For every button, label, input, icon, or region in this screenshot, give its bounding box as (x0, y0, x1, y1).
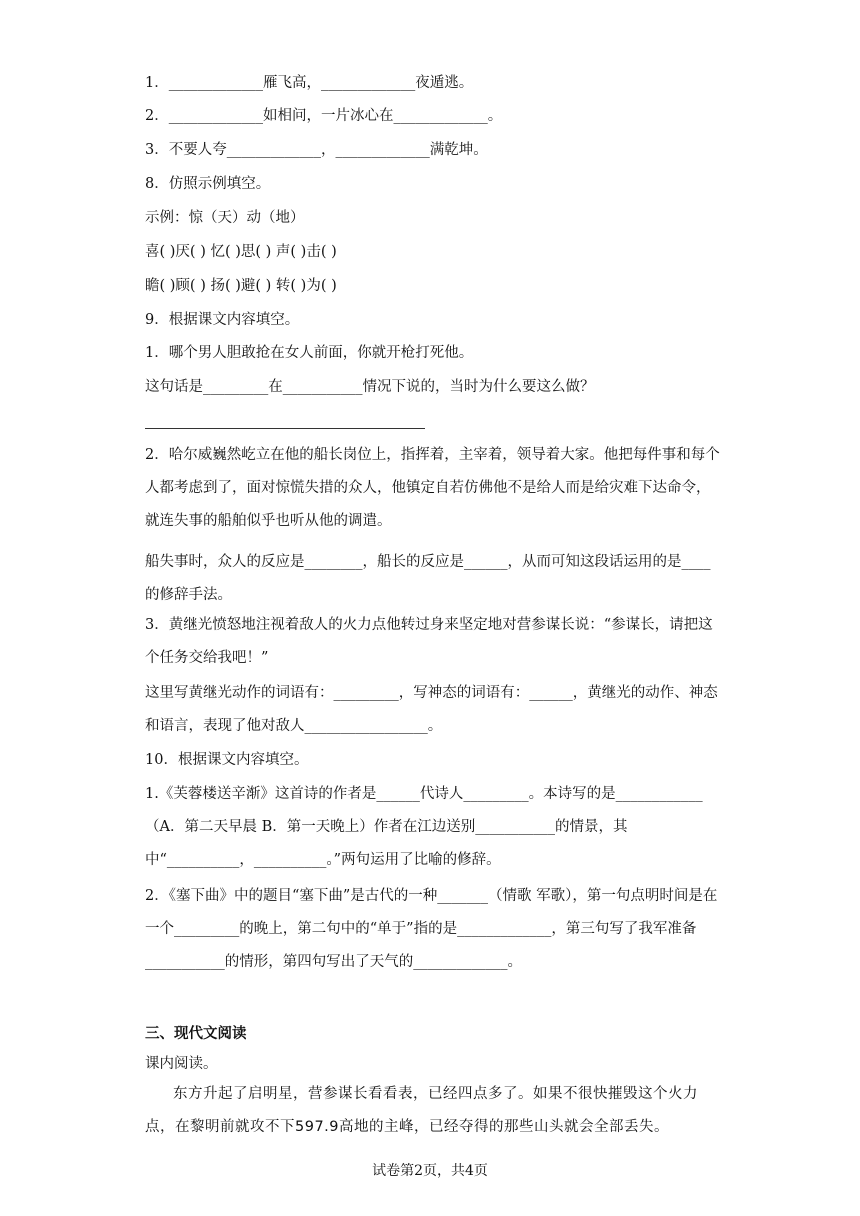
section-3-subheading: 课内阅读。 (145, 1056, 218, 1072)
poem-fill-3: 3．不要人夸_____________，_____________满乾坤。 (145, 142, 488, 158)
question-9-2-ask: 船失事时，众人的反应是________，船长的反应是______，从而可知这段话运用的是____的修辞手法。 (145, 554, 711, 603)
question-8-title: 8．仿照示例填空。 (145, 176, 271, 192)
poem-fill-1: 1．_____________雁飞高，_____________夜遁逃。 (145, 75, 474, 91)
question-9-title: 9．根据课文内容填空。 (145, 312, 300, 328)
section-3-heading: 三、现代文阅读 (145, 1025, 247, 1042)
question-8-row-2: 瞻( )顾( ) 扬( )避( ) 转( )为( ) (145, 278, 337, 294)
question-9-2-passage: 2．哈尔威巍然屹立在他的船长岗位上，指挥着，主宰着，领导着大家。他把每件事和每个人都考虑到了，面对惊慌失措的众人，他镇定自若仿佛他不是给人而是给灾难下达命令，就连失事的船舶似乎也听从他的调遣。 (145, 447, 720, 529)
page-footer: 试卷第2页，共4页 (372, 1163, 488, 1179)
question-8-row-1: 喜( )厌( ) 忆( )思( ) 声( )击( ) (145, 244, 337, 260)
reading-passage: 东方升起了启明星，营参谋长看看表，已经四点多了。如果不很快摧毁这个火力点，在黎明前就攻不下597.9高地的主峰，已经夺得的那些山头就会全部丢失。 (145, 1086, 698, 1135)
answer-line (145, 428, 425, 429)
question-9-3-passage: 3．黄继光愤怒地注视着敌人的火力点他转过身来坚定地对营参谋长说：“参谋长，请把这个任务交给我吧！” (145, 617, 713, 666)
question-9-1-ask: 这句话是_________在___________情况下说的，当时为什么要这么做？ (145, 379, 595, 395)
question-9-3-ask: 这里写黄继光动作的词语有：_________，写神态的词语有：______，黄继光的动作、神态和语言，表现了他对敌人_________________。 (145, 685, 718, 734)
question-10-1: 1.《芙蓉楼送辛渐》这首诗的作者是______代诗人_________。本诗写的是____________（A．第二天早晨 B．第一天晚上）作者在江边送别___________的情景，其中“__________，__________。”两句运用了比喻的修辞。 (145, 786, 703, 868)
question-10-title: 10．根据课文内容填空。 (145, 752, 309, 768)
poem-fill-2: 2．_____________如相问，一片冰心在_____________。 (145, 108, 503, 124)
question-10-2: 2．《塞下曲》中的题目“塞下曲”是古代的一种_______（情歌 军歌），第一句点明时间是在一个_________的晚上，第二句中的“单于”指的是_____________，第三句写了我军准备___________的情形，第四句写出了天气的_____________。 (145, 888, 718, 970)
question-8-example: 示例：惊（天）动（地） (145, 210, 305, 226)
question-9-1-quote: 1．哪个男人胆敢抢在女人前面，你就开枪打死他。 (145, 345, 474, 361)
